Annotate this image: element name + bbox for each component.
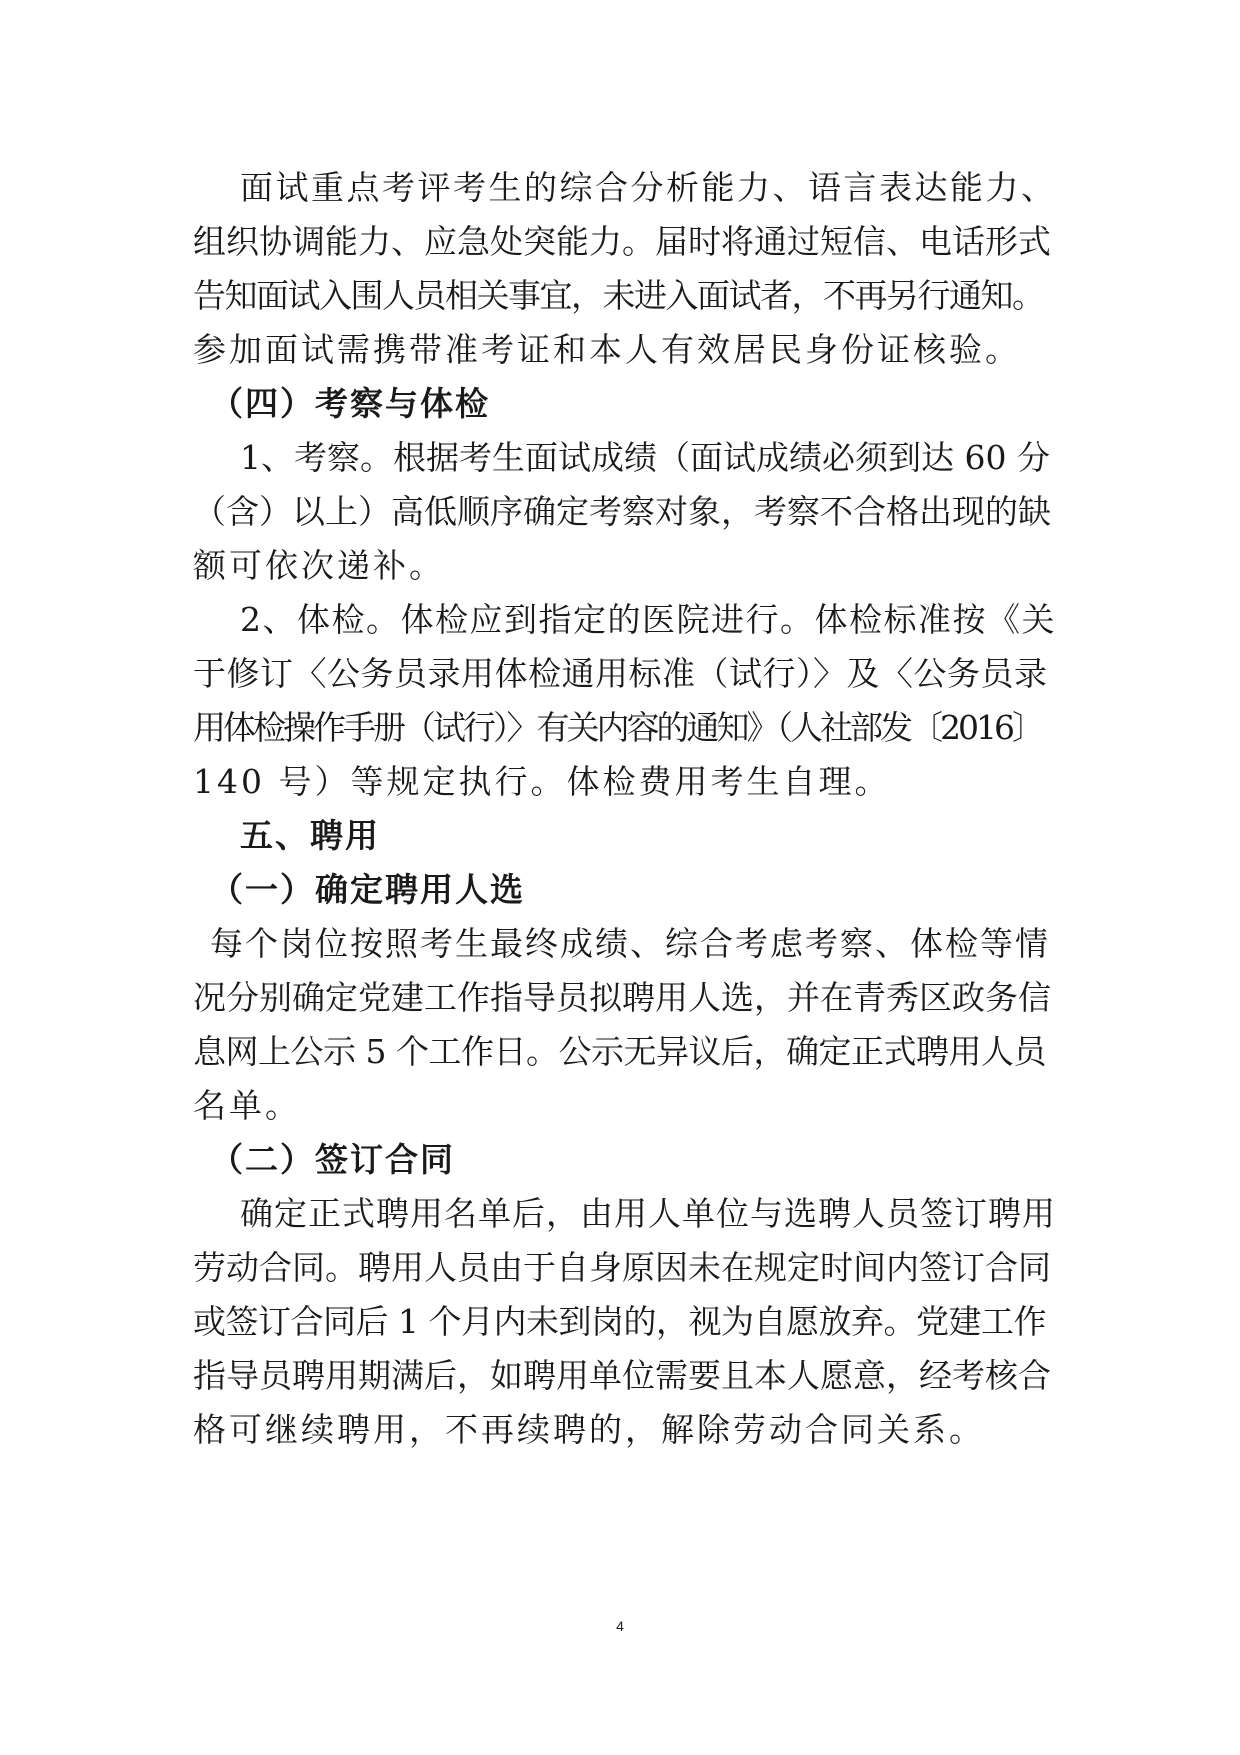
- body-text-line: （含）以上）高低顺序确定考察对象，考察不合格出现的缺: [193, 492, 1051, 531]
- body-text-line: 确定正式聘用名单后，由用人单位与选聘人员签订聘用: [240, 1194, 1056, 1233]
- body-text-line: 组织协调能力、应急处突能力。届时将通过短信、电话形式: [193, 222, 1051, 261]
- body-text-line: 1、考察。根据考生面试成绩（面试成绩必须到达 60 分: [240, 438, 1050, 477]
- chapter-heading: 五、聘用: [240, 816, 380, 855]
- body-text-line: 或签订合同后 1 个月内未到岗的，视为自愿放弃。党建工作: [193, 1302, 1046, 1341]
- body-text-line: 每个岗位按照考生最终成绩、综合考虑考察、体检等情: [210, 924, 1050, 963]
- body-text-line: 140 号）等规定执行。体检费用考生自理。: [193, 762, 891, 801]
- page-number: 4: [616, 1618, 624, 1634]
- body-text-line: 参加面试需携带准考证和本人有效居民身份证核验。: [193, 330, 1021, 369]
- body-text-line: 2、体检。体检应到指定的医院进行。体检标准按《关: [240, 600, 1056, 639]
- body-text-line: 额可依次递补。: [193, 546, 445, 585]
- body-text-line: 于修订〈公务员录用体检通用标准（试行）〉及〈公务员录: [193, 654, 1048, 693]
- body-text-line: 息网上公示 5 个工作日。公示无异议后，确定正式聘用人员: [193, 1032, 1046, 1071]
- body-text-line: 劳动合同。聘用人员由于自身原因未在规定时间内签订合同: [193, 1248, 1051, 1287]
- body-text-line: 面试重点考评考生的综合分析能力、语言表达能力、: [240, 168, 1057, 207]
- body-text-line: 况分别确定党建工作指导员拟聘用人选，并在青秀区政务信: [193, 978, 1051, 1017]
- section-heading: （一）确定聘用人选: [210, 870, 525, 909]
- body-text-line: 告知面试入围人员相关事宜，未进入面试者，不再另行通知。: [193, 276, 1044, 315]
- section-heading: （四）考察与体检: [210, 384, 490, 423]
- body-text-line: 格可继续聘用，不再续聘的，解除劳动合同关系。: [193, 1410, 985, 1449]
- body-text-line: 名单。: [193, 1086, 301, 1125]
- section-heading: （二）签订合同: [210, 1140, 455, 1179]
- body-text-line: 用体检操作手册（试行）〉有关内容的通知》（人社部发〔2016〕: [193, 708, 1042, 747]
- body-text-line: 指导员聘用期满后，如聘用单位需要且本人愿意，经考核合: [193, 1356, 1051, 1395]
